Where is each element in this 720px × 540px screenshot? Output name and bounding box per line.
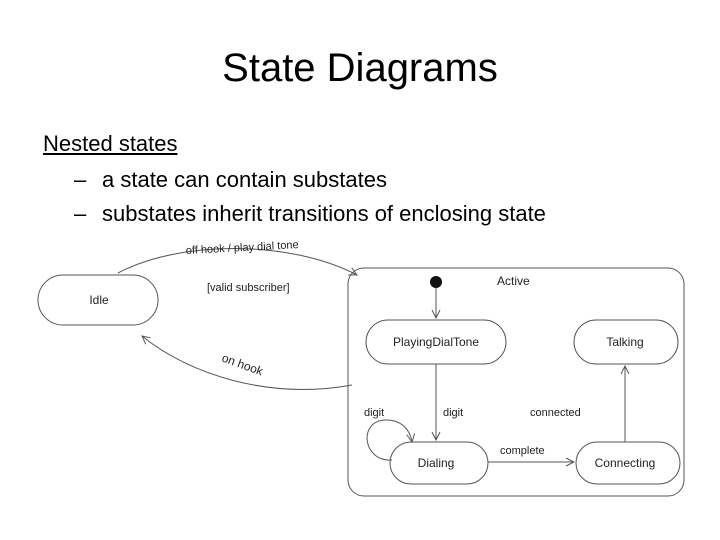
transition-digit-label: digit [443, 407, 464, 419]
bullet-dash: – [74, 201, 87, 226]
transition-off-hook-label: off hook / play dial tone [185, 239, 299, 257]
bullet-dash: – [74, 167, 87, 192]
bullet-text: a state can contain substates [102, 167, 387, 192]
state-talking [574, 320, 678, 364]
state-playing-dial-tone-label: PlayingDialTone [392, 335, 480, 349]
state-idle [38, 275, 158, 325]
transition-complete-label: complete [500, 445, 545, 457]
transition-digit-self-label: digit [364, 407, 385, 419]
state-active-label: Active [497, 274, 530, 288]
slide-title: State Diagrams [222, 46, 498, 90]
state-dialing [390, 442, 488, 484]
bullet-text: substates inherit transitions of enclosing state [102, 201, 546, 226]
transition-on-hook-label: on hook [219, 350, 265, 379]
transition-valid-subscriber-label: [valid subscriber] [207, 282, 290, 294]
initial-state-dot [430, 276, 442, 288]
state-playing-dial-tone [366, 320, 506, 364]
transition-connected-label: connected [530, 407, 581, 419]
state-idle-label: Idle [89, 293, 109, 307]
state-dialing-label: Dialing [417, 456, 455, 470]
state-connecting [576, 442, 680, 484]
state-talking-label: Talking [606, 335, 644, 349]
heading-nested-states: Nested states [43, 131, 178, 156]
state-connecting-label: Connecting [594, 456, 656, 470]
